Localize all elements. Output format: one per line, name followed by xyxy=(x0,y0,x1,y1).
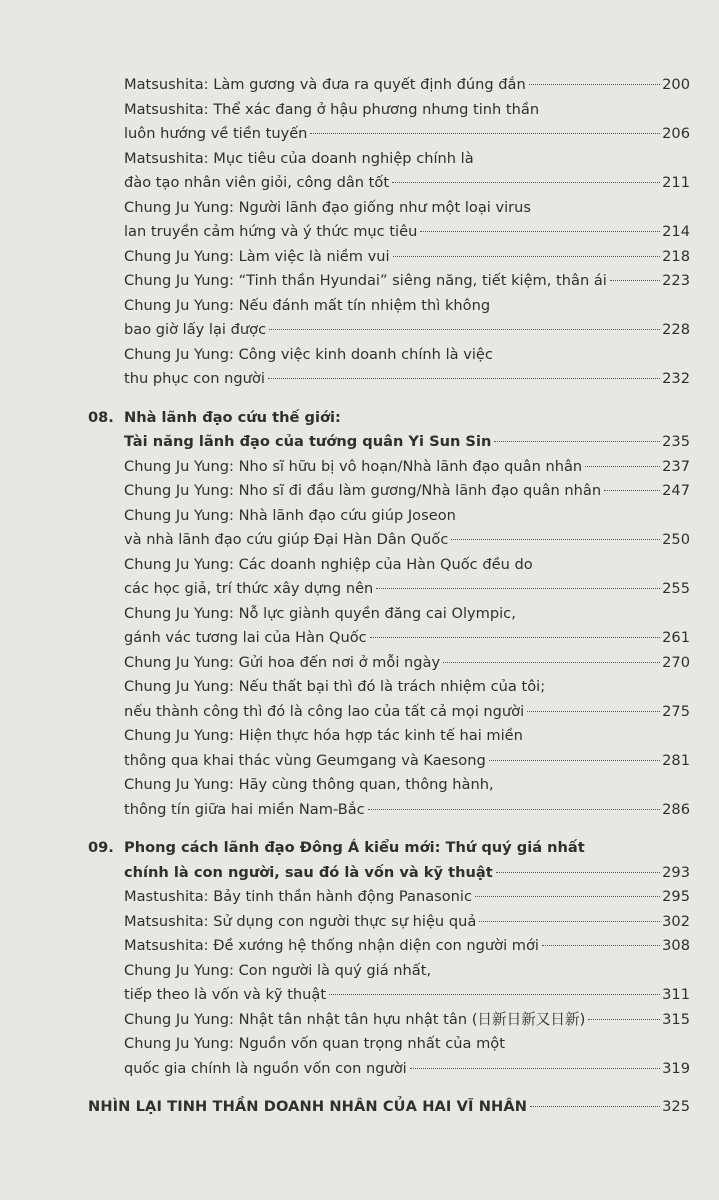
entry-title-text: bao giờ lấy lại được xyxy=(124,321,267,338)
dot-leader xyxy=(496,872,660,873)
entry-title-text: Chung Ju Yung: Người lãnh đạo giống như một loại virus xyxy=(124,198,532,216)
page-number: 232 xyxy=(662,370,690,387)
entry-title-text: các học giả, trí thức xây dựng nên xyxy=(124,580,374,597)
entry-title-text: gánh vác tương lai của Hàn Quốc xyxy=(124,629,367,646)
entry-title-text: Chung Ju Yung: Nho sĩ hữu bị vô hoạn/Nhà lãnh đạo quân nhân xyxy=(124,457,583,475)
dot-leader xyxy=(604,490,660,491)
dot-leader xyxy=(310,133,660,134)
entry-title-text: quốc gia chính là nguồn vốn con người xyxy=(124,1059,407,1077)
entry-line xyxy=(124,455,690,480)
dot-leader xyxy=(588,1019,660,1020)
page-number: 218 xyxy=(662,247,690,265)
section-entry xyxy=(124,1032,690,1081)
entry-line xyxy=(124,504,690,529)
dot-leader xyxy=(494,441,660,442)
page-number: 250 xyxy=(662,531,690,548)
dot-leader xyxy=(585,466,660,467)
dot-leader xyxy=(451,539,660,540)
page-number: 237 xyxy=(662,457,690,475)
entry-title-text: Matsushita: Làm gương và đưa ra quyết định đúng đắn xyxy=(124,76,526,93)
section-entry xyxy=(124,196,690,245)
closing-entry xyxy=(88,1095,690,1120)
entry-title-text: Chung Ju Yung: Nếu thất bại thì đó là trách nhiệm của tôi; xyxy=(124,678,546,695)
dot-leader xyxy=(370,637,660,638)
section-entry xyxy=(124,455,690,480)
entry-line xyxy=(124,343,690,368)
entry-title-text: Chung Ju Yung: Nguồn vốn quan trọng nhất của một xyxy=(124,1035,505,1052)
entry-title-text: Matsushita: Thể xác đang ở hậu phương nhưng tinh thần xyxy=(124,100,540,118)
section-entry xyxy=(124,1008,690,1033)
dot-leader xyxy=(529,84,660,85)
page-number: 223 xyxy=(662,272,690,289)
entry-line xyxy=(124,959,690,984)
entry-line xyxy=(124,798,690,823)
page-number: 270 xyxy=(662,653,690,671)
entry-title-text: Chung Ju Yung: Các doanh nghiệp của Hàn Quốc đều do xyxy=(124,555,533,573)
entry-line xyxy=(124,651,690,676)
entry-title-text: Chung Ju Yung: Gửi hoa đến nơi ở mỗi ngày xyxy=(124,653,441,671)
entry-line xyxy=(124,528,690,553)
section-entry xyxy=(124,934,690,959)
chapter-number: 08. xyxy=(88,408,114,426)
entry-title-text: Chung Ju Yung: “Tinh thần Hyundai” siêng năng, tiết kiệm, thân ái xyxy=(124,272,607,289)
table-of-contents xyxy=(0,73,719,1120)
entry-line xyxy=(124,122,690,147)
section-entry xyxy=(124,245,690,270)
entry-title-text: Chung Ju Yung: Nhật tân nhật tân hựu nhật tân (日新日新又日新) xyxy=(124,1010,586,1028)
section-entry xyxy=(124,269,690,294)
entry-line xyxy=(124,836,690,861)
dot-leader xyxy=(329,994,660,995)
dot-leader xyxy=(269,329,660,330)
entry-line xyxy=(124,1008,690,1033)
section-entry xyxy=(124,651,690,676)
page-number: 319 xyxy=(662,1059,690,1077)
page-number: 211 xyxy=(662,174,690,191)
entry-title-text: Tài năng lãnh đạo của tướng quân Yi Sun Sin xyxy=(124,433,492,450)
entry-title-text: Nhà lãnh đạo cứu thế giới: xyxy=(124,408,341,426)
entry-line xyxy=(124,269,690,294)
dot-leader xyxy=(530,1106,660,1107)
section-entry xyxy=(124,294,690,343)
dot-leader xyxy=(410,1068,660,1069)
entry-line xyxy=(124,318,690,343)
dot-leader xyxy=(489,760,660,761)
page-number: 325 xyxy=(662,1098,690,1115)
section-entry xyxy=(124,504,690,553)
entry-line xyxy=(124,220,690,245)
chapter-number: 09. xyxy=(88,839,114,856)
entry-title-text: NHÌN LẠI TINH THẦN DOANH NHÂN CỦA HAI VĨ NHÂN xyxy=(88,1098,528,1115)
dot-leader xyxy=(392,182,660,183)
dot-leader xyxy=(368,809,660,810)
entry-line xyxy=(124,983,690,1008)
entry-line xyxy=(88,1095,690,1120)
section-entry xyxy=(124,773,690,822)
section-entry xyxy=(124,724,690,773)
entry-line xyxy=(124,479,690,504)
page-number: 255 xyxy=(662,580,690,597)
section-entry xyxy=(124,98,690,147)
dot-leader xyxy=(610,280,660,281)
entry-title-text: lan truyền cảm hứng và ý thức mục tiêu xyxy=(124,223,418,240)
section-entry xyxy=(124,885,690,910)
page-number: 315 xyxy=(662,1010,690,1028)
section-entry xyxy=(124,675,690,724)
section-entry xyxy=(124,959,690,1008)
dot-leader xyxy=(479,921,660,922)
entry-title-text: luôn hướng về tiền tuyến xyxy=(124,125,308,142)
entry-line xyxy=(124,910,690,935)
entry-line xyxy=(124,675,690,700)
entry-line xyxy=(124,861,690,886)
entry-line xyxy=(124,773,690,798)
entry-line xyxy=(124,1057,690,1082)
section-entry xyxy=(124,147,690,196)
page-number: 293 xyxy=(662,863,690,881)
section-entry xyxy=(124,479,690,504)
entry-line xyxy=(124,367,690,392)
page-number: 311 xyxy=(662,986,690,1003)
entry-line xyxy=(124,553,690,578)
entry-title-text: Chung Ju Yung: Nỗ lực giành quyền đăng cai Olympic, xyxy=(124,604,516,622)
section-entry xyxy=(124,73,690,98)
page-number: 261 xyxy=(662,629,690,646)
section-entry xyxy=(124,910,690,935)
entry-title-text: Chung Ju Yung: Nhà lãnh đạo cứu giúp Joseon xyxy=(124,506,456,524)
entry-title-text: Chung Ju Yung: Hãy cùng thông quan, thông hành, xyxy=(124,776,494,793)
entry-title-text: và nhà lãnh đạo cứu giúp Đại Hàn Dân Quốc xyxy=(124,531,449,548)
page-number: 206 xyxy=(662,125,690,142)
dot-leader xyxy=(376,588,660,589)
entry-line xyxy=(124,406,690,431)
section-entry xyxy=(124,602,690,651)
chapter-entry xyxy=(88,836,690,885)
dot-leader xyxy=(420,231,660,232)
entry-line xyxy=(124,934,690,959)
entry-line xyxy=(124,73,690,98)
entry-title-text: Matsushita: Mục tiêu của doanh nghiệp chính là xyxy=(124,149,474,167)
page-number: 302 xyxy=(662,912,690,930)
entry-title-text: đào tạo nhân viên giỏi, công dân tốt xyxy=(124,174,390,191)
page-number: 214 xyxy=(662,223,690,240)
entry-line xyxy=(124,147,690,172)
entry-line xyxy=(124,245,690,270)
entry-title-text: Matsushita: Đề xướng hệ thống nhận diện con người mới xyxy=(124,937,539,954)
entry-title-text: Mastushita: Bảy tinh thần hành động Panasonic xyxy=(124,888,472,905)
chapter-entry xyxy=(88,406,690,455)
entry-title-text: Chung Ju Yung: Nho sĩ đi đầu làm gương/Nhà lãnh đạo quân nhân xyxy=(124,482,602,499)
entry-title-text: Chung Ju Yung: Con người là quý giá nhất, xyxy=(124,961,432,979)
page-number: 235 xyxy=(662,433,690,450)
dot-leader xyxy=(527,711,660,712)
entry-line xyxy=(124,98,690,123)
entry-line xyxy=(124,700,690,725)
entry-title-text: chính là con người, sau đó là vốn và kỹ thuật xyxy=(124,863,493,881)
page-number: 275 xyxy=(662,702,690,720)
entry-line xyxy=(124,885,690,910)
page-number: 308 xyxy=(662,937,690,954)
entry-line xyxy=(124,196,690,221)
page-number: 200 xyxy=(662,76,690,93)
dot-leader xyxy=(443,662,660,663)
entry-line xyxy=(124,749,690,774)
page-number: 228 xyxy=(662,321,690,338)
entry-title-text: tiếp theo là vốn và kỹ thuật xyxy=(124,986,327,1003)
page-number: 286 xyxy=(662,800,690,818)
entry-line xyxy=(124,602,690,627)
page-number: 281 xyxy=(662,751,690,769)
section-entry xyxy=(124,553,690,602)
entry-title-text: thông qua khai thác vùng Geumgang và Kaesong xyxy=(124,751,486,769)
dot-leader xyxy=(475,896,660,897)
entry-line xyxy=(124,577,690,602)
entry-title-text: Chung Ju Yung: Nếu đánh mất tín nhiệm thì không xyxy=(124,296,491,314)
entry-line xyxy=(124,430,690,455)
dot-leader xyxy=(393,256,661,257)
entry-title-text: Chung Ju Yung: Công việc kinh doanh chính là việc xyxy=(124,345,493,363)
entry-line xyxy=(124,626,690,651)
dot-leader xyxy=(542,945,660,946)
entry-line xyxy=(124,724,690,749)
entry-title-text: Chung Ju Yung: Làm việc là niềm vui xyxy=(124,247,390,265)
page-number: 247 xyxy=(662,482,690,499)
entry-title-text: nếu thành công thì đó là công lao của tất cả mọi người xyxy=(124,702,525,720)
page-number: 295 xyxy=(662,888,690,905)
entry-title-text: Chung Ju Yung: Hiện thực hóa hợp tác kinh tế hai miền xyxy=(124,727,523,744)
entry-title-text: thông tín giữa hai miền Nam-Bắc xyxy=(124,800,365,818)
entry-title-text: thu phục con người xyxy=(124,370,265,387)
dot-leader xyxy=(268,378,660,379)
entry-line xyxy=(124,294,690,319)
entry-line xyxy=(124,171,690,196)
entry-title-text: Matsushita: Sử dụng con người thực sự hiệu quả xyxy=(124,912,477,930)
entry-line xyxy=(124,1032,690,1057)
entry-title-text: Phong cách lãnh đạo Đông Á kiểu mới: Thứ quý giá nhất xyxy=(124,839,585,856)
section-entry xyxy=(124,343,690,392)
